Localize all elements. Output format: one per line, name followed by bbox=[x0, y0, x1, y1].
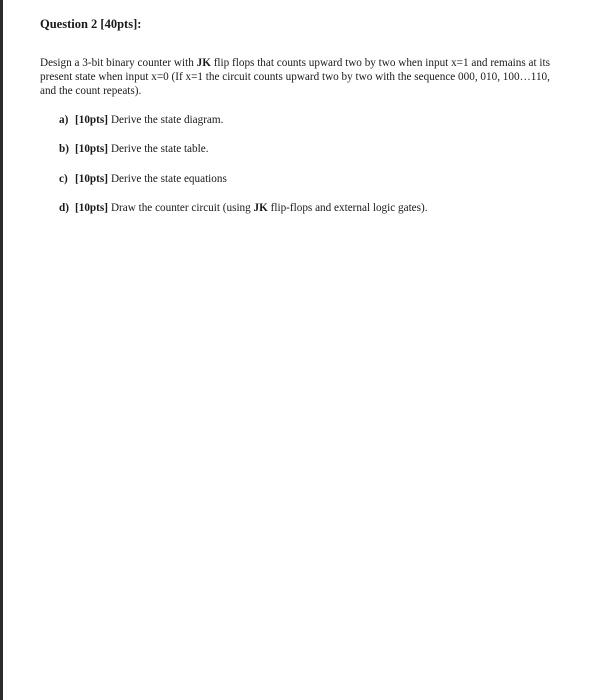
page-left-edge bbox=[0, 0, 3, 700]
part-text-bold-jk: JK bbox=[253, 202, 268, 215]
part-points: [10pts] bbox=[75, 202, 108, 215]
part-a bbox=[59, 113, 566, 127]
part-points: [10pts] bbox=[75, 113, 108, 126]
part-text bbox=[111, 202, 428, 214]
part-text: Derive the state table. bbox=[110, 143, 209, 156]
part-c bbox=[59, 172, 566, 186]
part-points: [10pts] bbox=[75, 172, 108, 185]
part-text: Derive the state diagram. bbox=[110, 113, 224, 126]
document-page bbox=[36, 16, 566, 231]
part-letter: a) bbox=[59, 113, 69, 126]
intro-text-2: flip flops that counts upward two by two when input x=1 and remains at its present state when input x=0 (If x=1 the circuit counts upward two by two with the sequence 000, 010, 100…110, and the count repeats). bbox=[40, 57, 550, 98]
part-b bbox=[59, 142, 566, 156]
part-text-after: flip-flops and external logic gates). bbox=[267, 202, 428, 215]
question-title: Question 2 [40pts]: bbox=[40, 17, 142, 31]
question-parts-list bbox=[36, 113, 566, 216]
part-points: [10pts] bbox=[75, 143, 108, 156]
part-text-before: Draw the counter circuit (using bbox=[110, 202, 254, 215]
part-letter: d) bbox=[59, 202, 69, 215]
part-letter: b) bbox=[59, 143, 69, 156]
part-d bbox=[59, 201, 566, 215]
intro-bold-jk: JK bbox=[196, 57, 211, 69]
part-text: Derive the state equations bbox=[110, 172, 227, 185]
question-intro bbox=[40, 56, 566, 99]
intro-text-1: Design a 3-bit binary counter with bbox=[40, 57, 197, 69]
part-letter: c) bbox=[59, 172, 68, 185]
